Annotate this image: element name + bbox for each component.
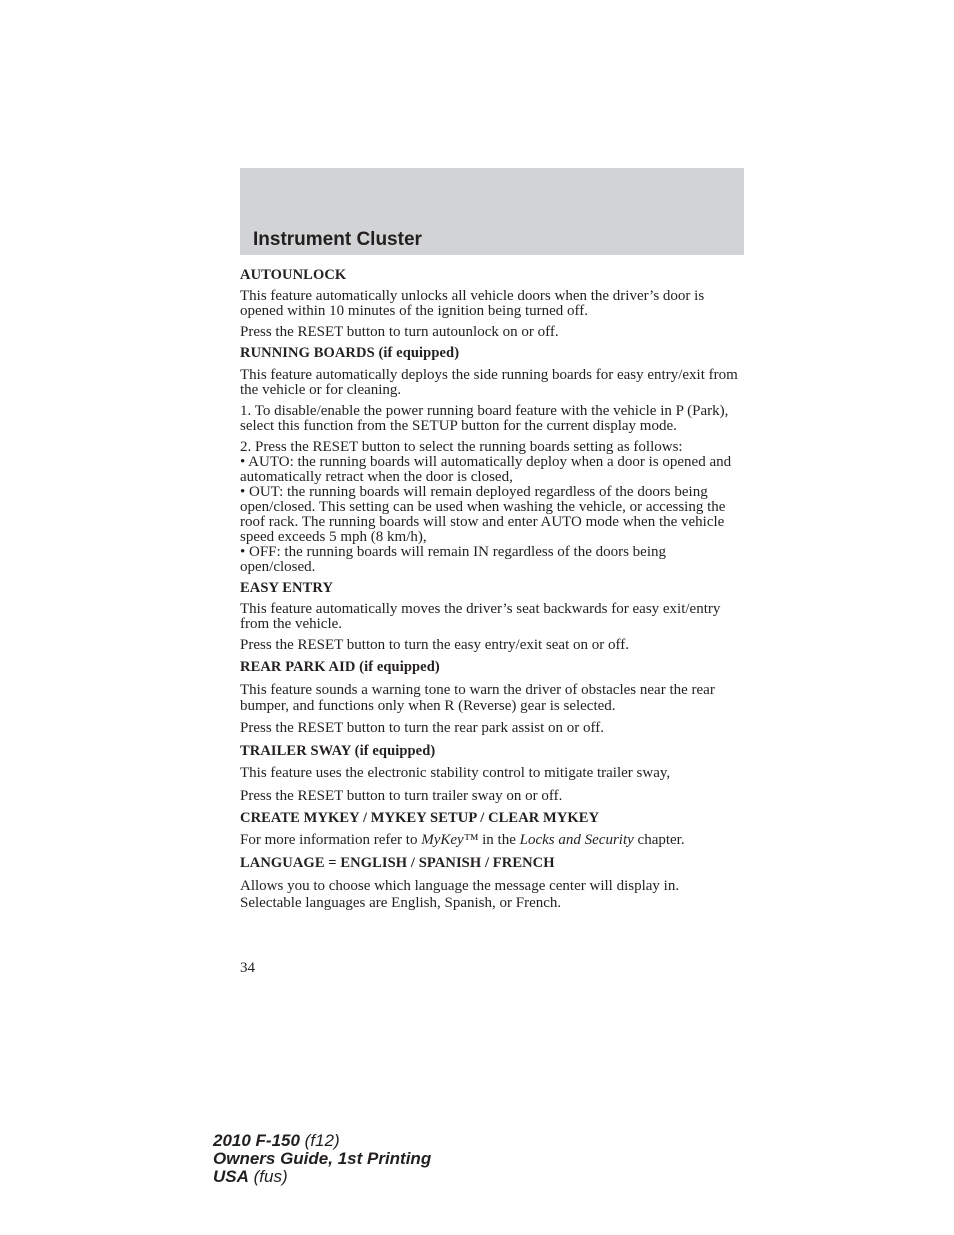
paragraph-rear-park-aid-description: This feature sounds a warning tone to warn the driver of obstacles near the rear bumper, and functions only when R (Reverse) gear is selected. [240, 682, 715, 714]
heading-mykey: CREATE MYKEY / MYKEY SETUP / CLEAR MYKEY [240, 810, 600, 826]
footer-model: 2010 F-150 [213, 1131, 300, 1150]
heading-running-boards: RUNNING BOARDS (if equipped) [240, 345, 460, 361]
paragraph-language-description: Allows you to choose which language the message center will display in. Selectable languages are English, Spanish, or French. [240, 878, 680, 911]
paragraph-easy-entry-reset: Press the RESET button to turn the easy entry/exit seat on or off. [240, 637, 629, 653]
paragraph-running-boards-step2: 2. Press the RESET button to select the running boards setting as follows: [240, 439, 683, 455]
heading-language: LANGUAGE = ENGLISH / SPANISH / FRENCH [240, 855, 555, 871]
heading-autounlock: AUTOUNLOCK [240, 267, 347, 283]
footer-printing: Owners Guide, 1st Printing [213, 1149, 432, 1168]
paragraph-running-boards-step1: 1. To disable/enable the power running board feature with the vehicle in P (Park), select this function from the SETUP button for the current display mode. [240, 403, 729, 434]
locks-and-security-reference: Locks and Security [519, 832, 634, 848]
paragraph-rear-park-aid-reset: Press the RESET button to turn the rear park assist on or off. [240, 720, 604, 736]
footer-line-model [213, 1132, 431, 1150]
paragraph-autounlock-description: This feature automatically unlocks all vehicle doors when the driver’s door is opened within 10 minutes of the ignition being turned off. [240, 288, 705, 319]
page-number: 34 [240, 960, 255, 976]
document-footer [213, 1132, 431, 1186]
mykey-text-mid: in the [478, 832, 520, 848]
heading-rear-park-aid: REAR PARK AID (if equipped) [240, 659, 440, 675]
mykey-text-post: chapter. [633, 832, 685, 848]
paragraph-autounlock-reset: Press the RESET button to turn autounlock on or off. [240, 324, 559, 340]
bullet-running-boards-out: • OUT: the running boards will remain deployed regardless of the doors being open/closed. This setting can be used when washing the vehicle, or accessing the roof rack. The running boards will stow and enter AUTO mode when the vehicle speed exceeds 5 mph (8 km/h), [240, 484, 726, 545]
paragraph-trailer-sway-reset: Press the RESET button to turn trailer sway on or off. [240, 788, 563, 804]
page-content [240, 266, 744, 912]
footer-region-code: (fus) [248, 1167, 288, 1186]
footer-model-code: (f12) [299, 1131, 340, 1150]
mykey-reference: MyKey™ [421, 832, 479, 848]
chapter-header-band [240, 168, 744, 255]
footer-line-region [213, 1168, 431, 1186]
heading-easy-entry: EASY ENTRY [240, 580, 334, 596]
paragraph-running-boards-description: This feature automatically deploys the side running boards for easy entry/exit from the vehicle or for cleaning. [240, 367, 738, 398]
bullet-running-boards-off: • OFF: the running boards will remain IN regardless of the doors being open/closed. [240, 544, 667, 575]
mykey-text-pre: For more information refer to [240, 832, 422, 848]
paragraph-mykey-reference [240, 833, 744, 848]
paragraph-easy-entry-description: This feature automatically moves the driver’s seat backwards for easy exit/entry from the vehicle. [240, 601, 721, 632]
heading-trailer-sway: TRAILER SWAY (if equipped) [240, 743, 436, 759]
paragraph-trailer-sway-description: This feature uses the electronic stability control to mitigate trailer sway, [240, 765, 671, 781]
footer-region: USA [213, 1167, 249, 1186]
footer-line-printing [213, 1150, 431, 1168]
bullet-running-boards-auto: • AUTO: the running boards will automatically deploy when a door is opened and automatically retract when the door is closed, [240, 454, 732, 485]
chapter-title: Instrument Cluster [253, 229, 422, 250]
